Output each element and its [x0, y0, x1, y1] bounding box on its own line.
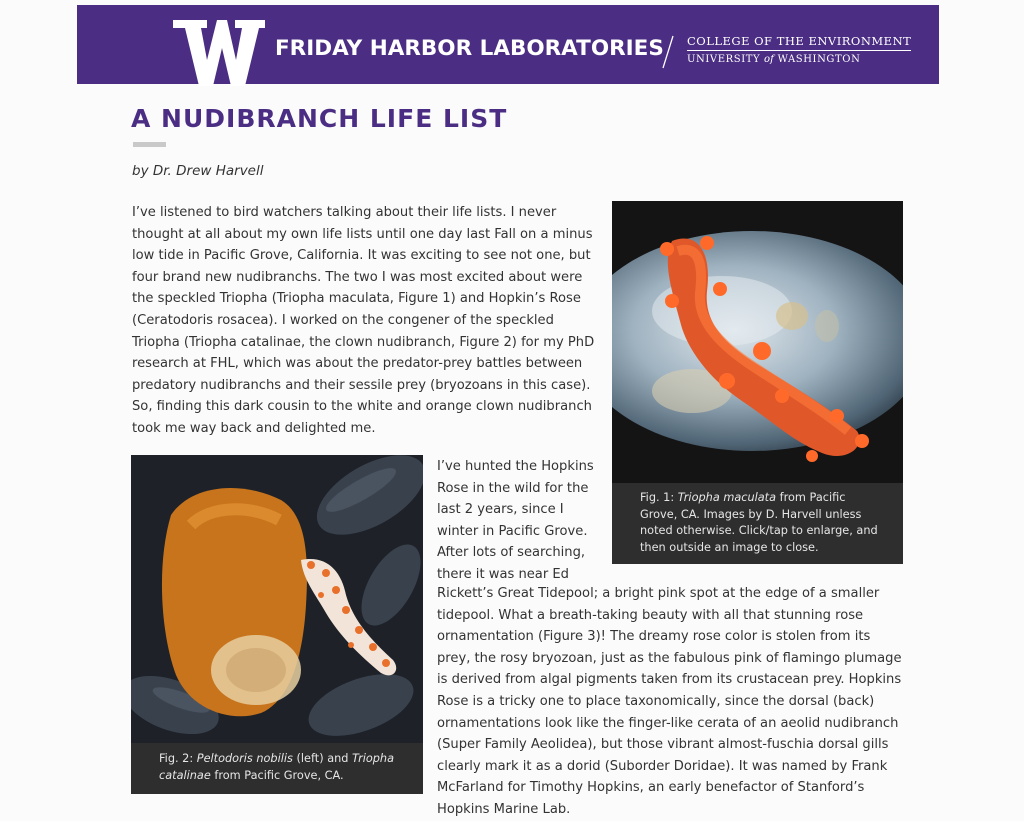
paragraph-1 [132, 202, 600, 440]
para2-line: ornamentations look like the finger-like cerata of an aeolid nudibranch [437, 715, 899, 731]
para2-line: clearly mark it as a dorid (Suborder Doridae). It was named by Frank [437, 758, 888, 774]
figure-1-caption [640, 490, 890, 556]
para2-line: After lots of searching, [437, 545, 586, 561]
para2-line: is derived from algal pigments taken from its crustacean prey. Hopkins [437, 672, 902, 688]
divider-slash [661, 35, 675, 69]
para1-line: thought at all about my own life lists until one day last Fall on a minus [132, 226, 593, 242]
caption-species: Peltodoris nobilis [196, 752, 293, 765]
para2-line: last 2 years, since I [437, 502, 564, 518]
paragraph-2-narrow [437, 456, 597, 586]
paragraph-2-wide [437, 583, 907, 821]
university-post: WASHINGTON [777, 54, 861, 65]
figure-1-photo[interactable] [612, 201, 903, 483]
para1-line: (Ceratodoris rosacea). I worked on the congener of the speckled [132, 312, 554, 328]
caption-text: Fig. 2: [159, 752, 197, 765]
caption-species: catalinae [159, 768, 211, 782]
university-of: of [764, 54, 774, 65]
caption-text: noted otherwise. Click/tap to enlarge, and [640, 524, 878, 537]
para1-line: So, finding this dark cousin to the white and orange clown nudibranch [132, 399, 592, 415]
para2-line: Rose is a tricky one to place taxonomically, since the dorsal (back) [437, 693, 875, 709]
university-pre: UNIVERSITY [687, 54, 761, 65]
para2-line: there it was near Ed [437, 566, 569, 582]
lab-title[interactable]: FRIDAY HARBOR LABORATORIES [275, 36, 664, 61]
para2-line: Rickett’s Great Tidepool; a bright pink spot at the edge of a smaller [437, 586, 880, 601]
caption-species: Triopha maculata [677, 491, 777, 504]
para2-line: McFarland for Timothy Hopkins, an early benefactor of Stanford’s [437, 780, 865, 796]
figure-2[interactable] [131, 455, 423, 794]
para2-line: ornamentation (Figure 3)! The dreamy rose color is stolen from its [437, 629, 871, 645]
para1-line: Triopha (Triopha catalinae, the clown nudibranch, Figure 2) for my PhD [132, 334, 595, 350]
uw-w-logo[interactable] [173, 20, 265, 86]
caption-text: from Pacific [776, 491, 846, 504]
para1-line: took me way back and delighted me. [132, 420, 376, 436]
para1-line: I’ve listened to bird watchers talking about their life lists. I never [132, 205, 557, 220]
para2-line: Rose in the wild for the [437, 480, 589, 496]
caption-text: from Pacific Grove, CA. [210, 768, 344, 782]
para2-line: tidepool. What a breath-taking beauty with all that stunning rose [437, 607, 864, 623]
para1-line: low tide in Pacific Grove, California. It was exciting to see not one, but [132, 248, 591, 264]
para2-line: prey, the rosy bryozoan, just as the fabulous pink of flamingo plumage [437, 650, 902, 666]
para2-line: winter in Pacific Grove. [437, 523, 588, 539]
para1-line: research at FHL, which was about the predator-prey battles between [132, 356, 583, 372]
para2-line: Hopkins Marine Lab. [437, 801, 571, 817]
caption-text: Fig. 1: [640, 491, 678, 504]
para2-line: I’ve hunted the Hopkins [437, 459, 594, 474]
para1-line: four brand new nudibranchs. The two I was most excited about were [132, 269, 583, 285]
caption-species: Triopha [352, 752, 395, 765]
figure-1[interactable] [612, 201, 903, 564]
caption-text: (left) and [292, 752, 353, 765]
university-name[interactable] [687, 54, 860, 65]
figure-2-caption [159, 751, 414, 784]
para1-line: the speckled Triopha (Triopha maculata, Figure 1) and Hopkin’s Rose [132, 291, 581, 307]
byline: by Dr. Drew Harvell [132, 163, 264, 179]
title-underline [133, 142, 166, 147]
page-title: A NUDIBRANCH LIFE LIST [131, 104, 508, 133]
site-header [77, 5, 939, 84]
caption-text: then outside an image to close. [640, 540, 819, 554]
caption-text: Grove, CA. Images by D. Harvell unless [640, 507, 862, 521]
college-link[interactable]: COLLEGE OF THE ENVIRONMENT [687, 34, 911, 51]
para2-line: (Super Family Aeolidea), but those vibrant almost-fuschia dorsal gills [437, 737, 889, 753]
figure-2-photo[interactable] [131, 455, 423, 743]
para1-line: predatory nudibranchs and their sessile prey (bryozoans in this case). [132, 377, 591, 393]
